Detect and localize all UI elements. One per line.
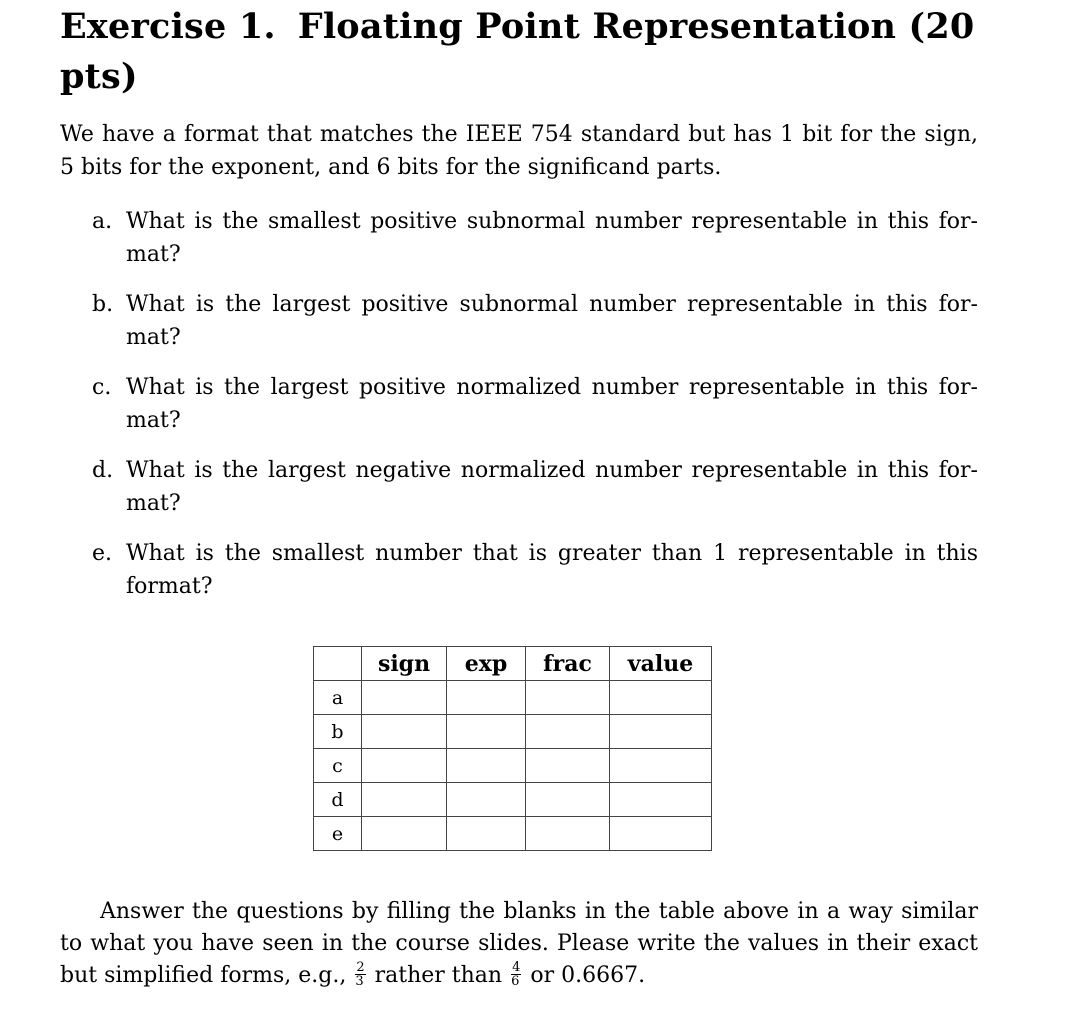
exp-cell[interactable] xyxy=(447,715,526,749)
header-exp: exp xyxy=(447,647,526,681)
exp-cell[interactable] xyxy=(447,681,526,715)
frac-cell[interactable] xyxy=(526,715,610,749)
row-label: b xyxy=(314,715,362,749)
question-letter: e. xyxy=(92,541,113,566)
fraction-two-thirds: $\frac{2}{3}$ xyxy=(355,959,365,989)
value-cell[interactable] xyxy=(610,749,712,783)
question-letter: c. xyxy=(92,375,112,400)
exercise-topic: Floating Point Representation (20 pts) xyxy=(60,6,975,97)
question-c xyxy=(60,371,978,437)
exp-cell[interactable] xyxy=(447,783,526,817)
question-text: What is the largest positive normalized number representable in this for-mat? xyxy=(126,375,978,433)
question-text: What is the smallest positive subnormal number representable in this for-mat? xyxy=(126,209,978,267)
table-row xyxy=(314,681,712,715)
intro-paragraph: We have a format that matches the IEEE 754 standard but has 1 bit for the sign, 5 bits for the exponent, and 6 bits for the significand parts. xyxy=(60,122,978,180)
table-row xyxy=(314,715,712,749)
question-letter: a. xyxy=(92,209,113,234)
sign-cell[interactable] xyxy=(362,749,447,783)
header-frac: frac xyxy=(526,647,610,681)
table-row xyxy=(314,783,712,817)
instructions-text: Answer the questions by filling the blanks in the table above in a way similar to what you have seen in the course slides. Please write the values in their exact but simplified forms, e.g., xyxy=(60,899,978,988)
header-value: value xyxy=(610,647,712,681)
exercise-title xyxy=(60,2,980,102)
exp-cell[interactable] xyxy=(447,817,526,851)
question-list xyxy=(60,205,978,620)
question-d xyxy=(60,454,978,520)
exp-cell[interactable] xyxy=(447,749,526,783)
frac-cell[interactable] xyxy=(526,783,610,817)
value-cell[interactable] xyxy=(610,783,712,817)
row-label: e xyxy=(314,817,362,851)
frac-cell[interactable] xyxy=(526,817,610,851)
frac-cell[interactable] xyxy=(526,749,610,783)
table-row xyxy=(314,817,712,851)
table-header-row xyxy=(314,647,712,681)
row-label: d xyxy=(314,783,362,817)
row-label: a xyxy=(314,681,362,715)
sign-cell[interactable] xyxy=(362,783,447,817)
exercise-number: Exercise 1. xyxy=(60,6,276,47)
value-cell[interactable] xyxy=(610,715,712,749)
question-letter: d. xyxy=(92,458,114,483)
value-cell[interactable] xyxy=(610,681,712,715)
sign-cell[interactable] xyxy=(362,817,447,851)
question-b xyxy=(60,288,978,354)
value-cell[interactable] xyxy=(610,817,712,851)
instructions-paragraph xyxy=(60,896,978,992)
sign-cell[interactable] xyxy=(362,715,447,749)
instructions-text: rather than xyxy=(374,963,503,988)
header-sign: sign xyxy=(362,647,447,681)
fraction-four-sixths: $\frac{4}{6}$ xyxy=(511,959,521,989)
table-row xyxy=(314,749,712,783)
sign-cell[interactable] xyxy=(362,681,447,715)
question-letter: b. xyxy=(92,292,114,317)
question-a xyxy=(60,205,978,271)
question-text: What is the smallest number that is greater than 1 representable in this format? xyxy=(126,541,978,599)
answer-table xyxy=(313,646,712,851)
question-text: What is the largest negative normalized number representable in this for-mat? xyxy=(126,458,978,516)
instructions-text: or 0.6667. xyxy=(530,963,646,988)
question-text: What is the largest positive subnormal number representable in this for-mat? xyxy=(126,292,978,350)
frac-cell[interactable] xyxy=(526,681,610,715)
row-label: c xyxy=(314,749,362,783)
question-e xyxy=(60,537,978,603)
header-blank xyxy=(314,647,362,681)
